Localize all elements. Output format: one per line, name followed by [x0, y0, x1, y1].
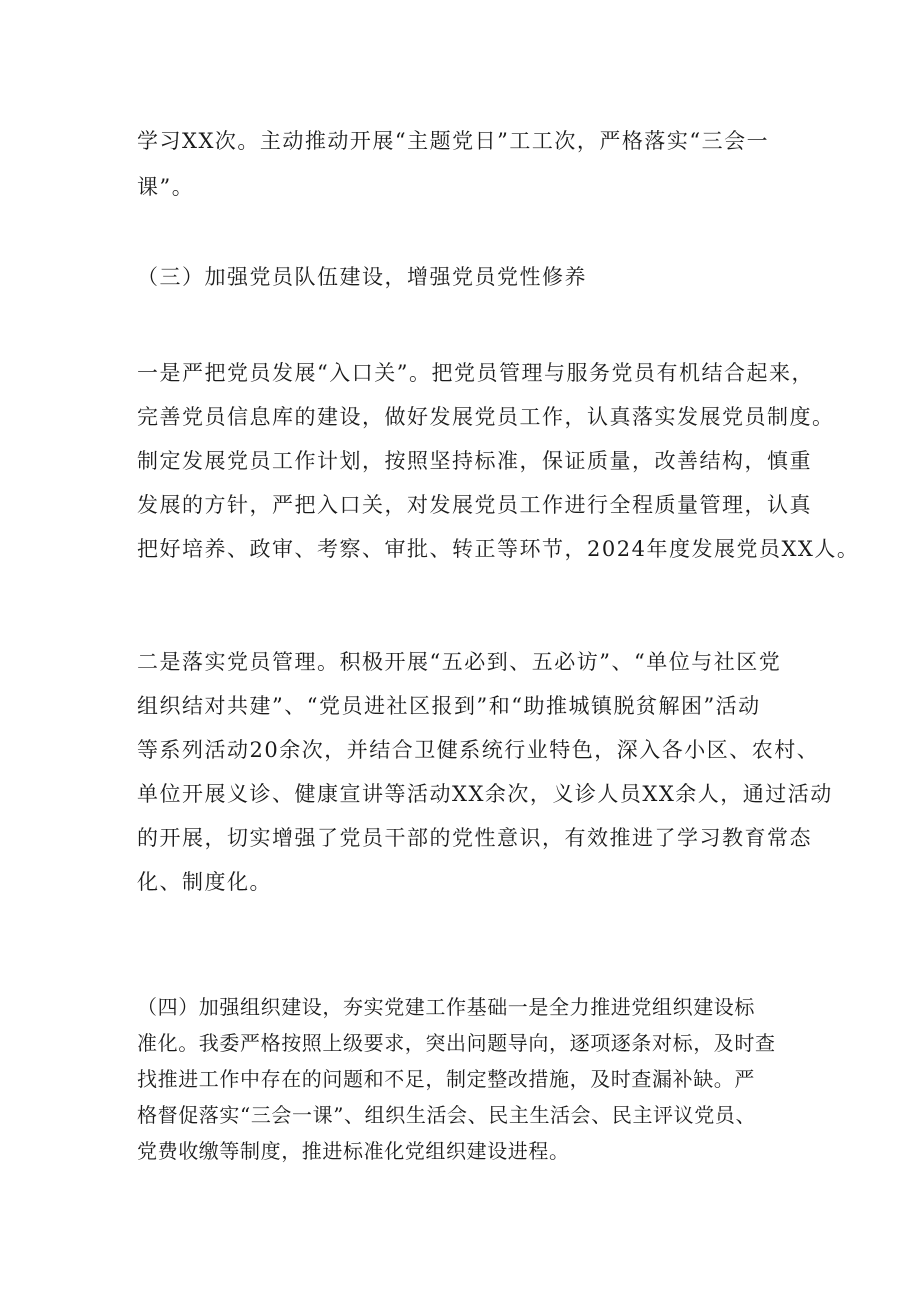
text-line: 的开展，切实增强了党员干部的党性意识，有效推进了学习教育常态 [137, 826, 812, 850]
text-line: 化、制度化。 [137, 870, 272, 894]
text-line: 学习XX次。主动推动开展“主题党日”工工次，严格落实“三会一 [137, 129, 770, 153]
paragraph-member-management [137, 640, 833, 904]
text-line: （四）加强组织建设，夯实党建工作基础一是全力推进党组织建设标 [137, 995, 755, 1019]
text-line: 单位开展义诊、健康宣讲等活动XX余次，义诊人员XX余人，通过活动 [137, 782, 833, 806]
text-line: 二是落实党员管理。积极开展“五必到、五必访”、“单位与社区党 [137, 650, 782, 674]
text-line: 完善党员信息库的建设，做好发展党员工作，认真落实发展党员制度。 [137, 405, 835, 429]
paragraph-study-sessions [137, 118, 797, 210]
text-line: 格督促落实“三会一课”、组织生活会、民主生活会、民主评议党员、 [137, 1103, 757, 1127]
text-line: 课”。 [137, 175, 195, 199]
text-line: 制定发展党员工作计划，按照坚持标准，保证质量，改善结构，慎重 [137, 449, 812, 473]
text-line: 把好培养、政审、考察、审批、转正等环节，2024年度发展党员XX人。 [137, 537, 860, 561]
paragraph-member-development [137, 351, 860, 571]
heading-line: （三）加强党员队伍建设，增强党员党性修养 [137, 265, 587, 289]
text-line: 等系列活动20余次，并结合卫健系统行业特色，深入各小区、农村、 [137, 738, 820, 762]
text-line: 组织结对共建”、“党员进社区报到”和“助推城镇脱贫解困”活动 [137, 694, 761, 718]
text-line: 准化。我委严格按照上级要求，突出问题导向，逐项逐条对标，及时查 [137, 1031, 776, 1055]
paragraph-organization-building [137, 989, 817, 1169]
text-line: 党费收缴等制度，推进标准化党组织建设进程。 [137, 1139, 570, 1163]
text-line: 找推进工作中存在的问题和不足，制定整改措施，及时查漏补缺。严 [137, 1067, 755, 1091]
section-heading-party-team-building [137, 254, 797, 300]
text-line: 一是严把党员发展“入口关”。把党员管理与服务党员有机结合起来， [137, 361, 814, 385]
text-line: 发展的方针，严把入口关，对发展党员工作进行全程质量管理，认真 [137, 493, 812, 517]
